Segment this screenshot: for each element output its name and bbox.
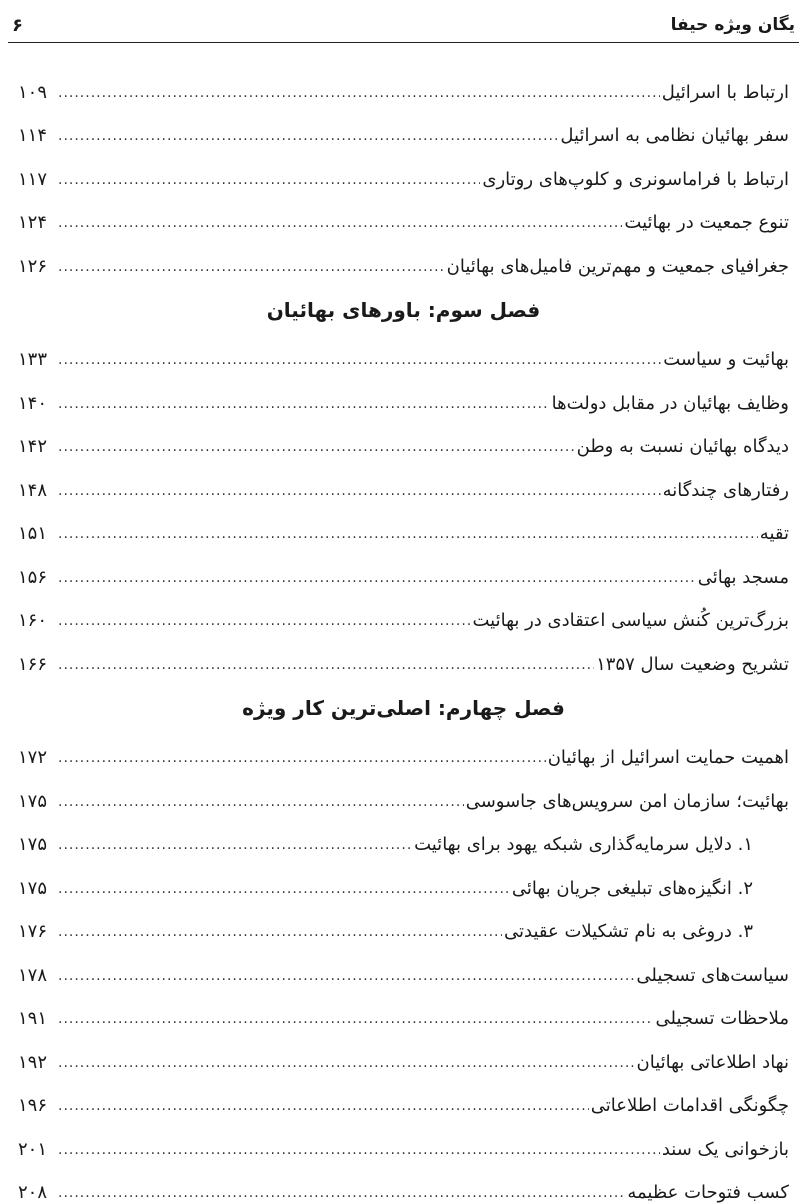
- dot-leader: [58, 351, 661, 369]
- toc-entry: [18, 985, 789, 1029]
- toc-entry-title: چگونگی اقدامات اطلاعاتی: [590, 1095, 789, 1116]
- toc-entry-page: ۱۱۴: [18, 125, 48, 146]
- toc-entry: [18, 1028, 789, 1072]
- toc-entry: [18, 724, 789, 768]
- toc-entry-title: اهمیت حمایت اسرائیل از بهائیان: [547, 747, 789, 768]
- toc-entry-page: ۱۹۶: [18, 1095, 48, 1116]
- toc-entry-title: ارتباط با اسرائیل: [661, 81, 789, 103]
- toc-entry-page: ۱۷۲: [18, 747, 48, 768]
- toc-entry-page: ۱۲۴: [18, 212, 48, 233]
- dot-leader: [58, 171, 480, 189]
- toc-entry-page: ۱۳۳: [18, 349, 48, 370]
- toc-entry-page: ۱۷۸: [18, 964, 48, 986]
- dot-leader: [58, 967, 634, 985]
- toc-entry-page: ۲۰۸: [18, 1182, 48, 1203]
- toc-entry-title: ارتباط با فراماسونری و کلوپ‌های روتاری: [482, 168, 789, 190]
- toc-entry-page: ۱۴۸: [18, 479, 48, 501]
- toc-entry: [18, 543, 789, 587]
- dot-leader: [58, 482, 661, 500]
- toc-entry-page: ۱۷۵: [18, 834, 48, 855]
- dot-leader: [58, 880, 510, 898]
- toc-entry-title: ملاحظات تسجیلی: [655, 1008, 789, 1029]
- toc-entry: [18, 854, 789, 898]
- toc-entry-title: بزرگ‌ترین کُنش سیاسی اعتقادی در بهائیت: [472, 610, 789, 631]
- toc-entry: [18, 1072, 789, 1116]
- dot-leader: [58, 84, 660, 102]
- dot-leader: [58, 525, 758, 543]
- dot-leader: [58, 127, 558, 145]
- toc-entry: [18, 1159, 789, 1203]
- toc-entry-title: ۱. دلایل سرمایه‌گذاری شبکه یهود برای بهائیت: [414, 834, 753, 855]
- dot-leader: [58, 923, 502, 941]
- toc-entry: [18, 58, 789, 102]
- dot-leader: [58, 438, 575, 456]
- toc-entry: [18, 102, 789, 146]
- toc-entry-title: رفتارهای چندگانه: [662, 479, 789, 501]
- dot-leader: [58, 258, 445, 276]
- toc-entry-title: جغرافیای جمعیت و مهم‌ترین فامیل‌های بهائیان: [446, 255, 789, 277]
- toc-entry: [18, 369, 789, 413]
- dot-leader: [58, 214, 622, 232]
- toc-entry: [18, 587, 789, 631]
- toc-entry-title: بازخوانی یک سند: [661, 1138, 789, 1160]
- toc-entry-title: کسب فتوحات عظیمه: [627, 1182, 789, 1203]
- dot-leader: [58, 1054, 635, 1072]
- toc-entry: [18, 232, 789, 276]
- toc-entry-page: ۱۰۹: [18, 81, 48, 103]
- toc-entry: [18, 811, 789, 855]
- table-of-contents: [18, 58, 789, 1202]
- toc-entry: [18, 767, 789, 811]
- dot-leader: [58, 836, 412, 854]
- toc-entry-title: تشریح وضعیت سال ۱۳۵۷: [596, 653, 789, 675]
- chapter-heading: فصل سوم: باورهای بهائیان: [266, 297, 541, 322]
- toc-entry-title: بهائیت؛ سازمان امن سرویس‌های جاسوسی: [465, 790, 789, 812]
- toc-entry-page: ۱۶۶: [18, 653, 48, 675]
- dot-leader: [58, 395, 550, 413]
- dot-leader: [58, 569, 696, 587]
- toc-entry: [18, 941, 789, 985]
- toc-entry-title: سفر بهائیان نظامی به اسرائیل: [560, 125, 789, 146]
- dot-leader: [58, 749, 546, 767]
- dot-leader: [58, 1141, 660, 1159]
- toc-entry: [18, 630, 789, 674]
- toc-entry-title: مسجد بهائی: [697, 566, 789, 588]
- toc-entry-page: ۱۲۶: [18, 255, 48, 277]
- toc-entry-title: وظایف بهائیان در مقابل دولت‌ها: [551, 392, 789, 414]
- chapter-heading: فصل چهارم: اصلی‌ترین کار ویژه: [242, 695, 565, 720]
- toc-entry: [18, 500, 789, 544]
- running-title: یگان ویژه حیفا: [670, 15, 795, 35]
- toc-entry-title: ۲. انگیزه‌های تبلیغی جریان بهائی: [511, 877, 753, 899]
- toc-entry-page: ۱۱۷: [18, 168, 48, 190]
- page-header: [8, 8, 799, 43]
- toc-entry-page: ۱۵۶: [18, 566, 48, 588]
- toc-entry-page: ۱۶۰: [18, 610, 48, 631]
- toc-entry-title: تقیه: [759, 523, 789, 544]
- dot-leader: [58, 793, 464, 811]
- toc-entry-title: بهائیت و سیاست: [663, 349, 789, 370]
- toc-entry: [18, 898, 789, 942]
- toc-entry-title: ۳. دروغی به نام تشکیلات عقیدتی: [504, 921, 753, 942]
- toc-entry-page: ۱۴۲: [18, 436, 48, 457]
- toc-entry-page: ۱۹۲: [18, 1051, 48, 1073]
- page-number: ۶: [12, 14, 23, 36]
- toc-entry-page: ۱۷۵: [18, 877, 48, 899]
- toc-entry-page: ۱۹۱: [18, 1008, 48, 1029]
- dot-leader: [58, 1097, 589, 1115]
- toc-entry-page: ۱۴۰: [18, 392, 48, 414]
- toc-entry: [18, 189, 789, 233]
- toc-entry: [18, 456, 789, 500]
- toc-entry-page: ۲۰۱: [18, 1138, 48, 1160]
- dot-leader: [58, 656, 594, 674]
- toc-entry-page: ۱۷۶: [18, 921, 48, 942]
- toc-entry: [18, 413, 789, 457]
- toc-entry-title: دیدگاه بهائیان نسبت به وطن: [576, 436, 789, 457]
- dot-leader: [58, 1010, 653, 1028]
- toc-entry: [18, 1115, 789, 1159]
- toc-entry-page: ۱۵۱: [18, 523, 48, 544]
- toc-entry-title: تنوع جمعیت در بهائیت: [624, 212, 789, 233]
- toc-entry-title: نهاد اطلاعاتی بهائیان: [636, 1051, 789, 1073]
- toc-entry: [18, 145, 789, 189]
- toc-entry-page: ۱۷۵: [18, 790, 48, 812]
- dot-leader: [58, 1184, 625, 1202]
- toc-entry-title: سیاست‌های تسجیلی: [636, 964, 789, 986]
- toc-entry: [18, 326, 789, 370]
- dot-leader: [58, 612, 470, 630]
